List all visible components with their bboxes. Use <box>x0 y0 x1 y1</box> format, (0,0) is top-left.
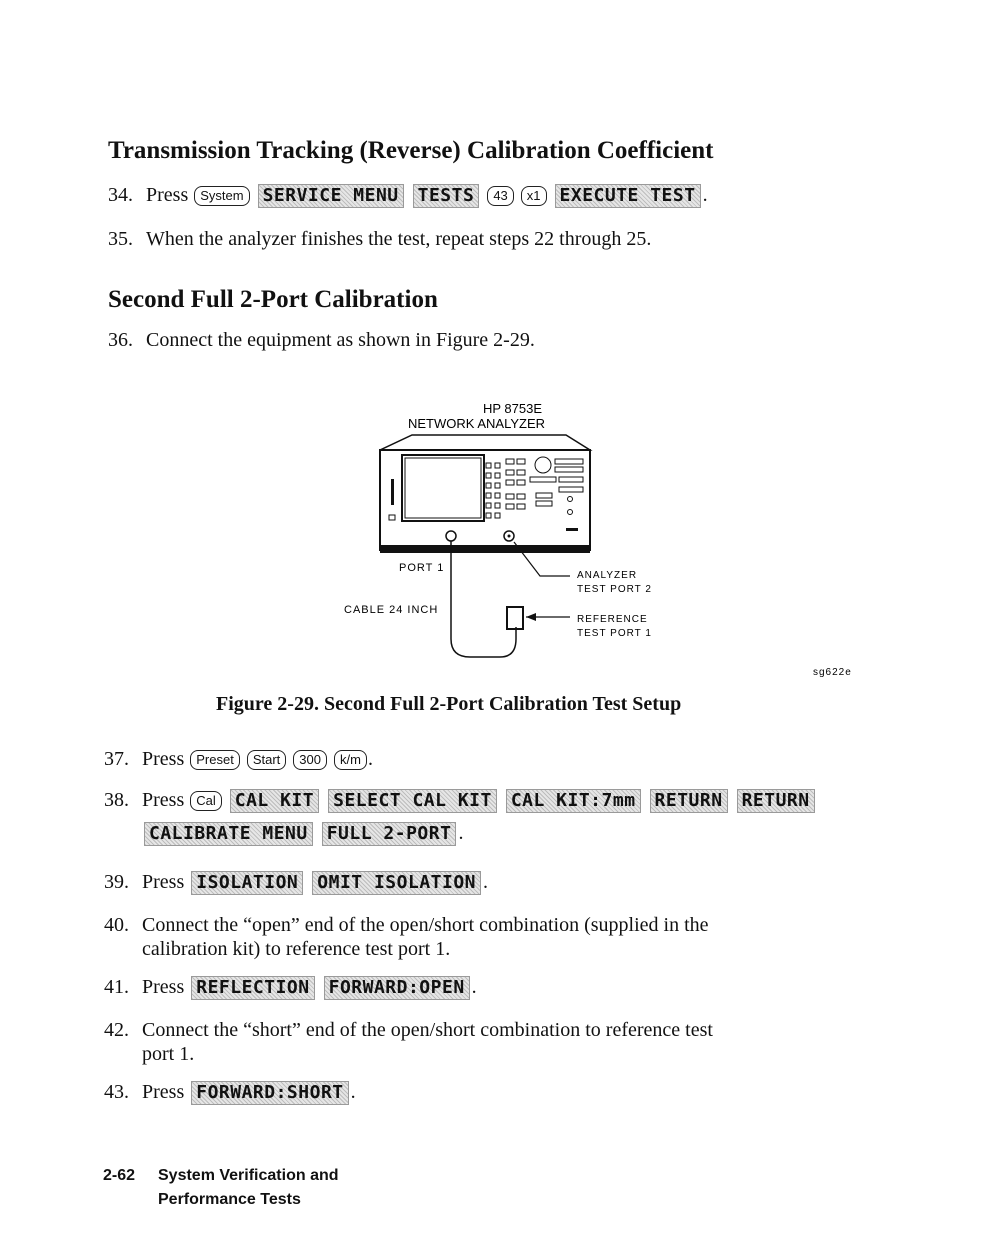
step-38: 38. Press Cal CAL KIT SELECT CAL KIT CAL KIT:7mm RETURN RETURN <box>104 788 817 813</box>
step-36: 36. Connect the equipment as shown in Figure 2-29. <box>108 329 535 351</box>
softkey-execute-test[interactable]: EXECUTE TEST <box>555 184 701 208</box>
softkey-service-menu[interactable]: SERVICE MENU <box>258 184 404 208</box>
footer-section-line-1: System Verification and <box>158 1167 339 1184</box>
figure-id: sg622e <box>813 667 852 678</box>
port-1-connector-icon <box>446 531 456 541</box>
step-35: 35. When the analyzer finishes the test, repeat steps 22 through 25. <box>108 228 652 250</box>
setup-diagram-svg <box>330 395 870 685</box>
figure-caption: Figure 2-29. Second Full 2-Port Calibration Test Setup <box>216 693 682 715</box>
softkey-omit-isolation[interactable]: OMIT ISOLATION <box>312 871 481 895</box>
cable-label: CABLE 24 INCH <box>344 604 439 616</box>
softkey-cal-kit-7mm[interactable]: CAL KIT:7mm <box>506 789 641 813</box>
figure-setup-diagram <box>330 395 870 685</box>
network-analyzer-icon <box>380 435 590 553</box>
port-1-label: PORT 1 <box>399 562 445 574</box>
svg-text:TEST PORT 2: TEST PORT 2 <box>577 584 652 595</box>
analyzer-name-label: NETWORK ANALYZER <box>408 416 546 431</box>
step-40-continued: calibration kit) to reference test port 1. <box>142 938 451 960</box>
key-x1[interactable]: x1 <box>521 186 547 206</box>
section-title-transmission-tracking: Transmission Tracking (Reverse) Calibration Coefficient <box>108 137 714 164</box>
softkey-forward-open[interactable]: FORWARD:OPEN <box>324 976 470 1000</box>
softkey-return-2[interactable]: RETURN <box>737 789 815 813</box>
system-key[interactable]: System <box>194 186 249 206</box>
step-43: 43. Press FORWARD:SHORT . <box>104 1081 356 1104</box>
reference-test-port-1-label: REFERENCE <box>577 614 648 625</box>
softkey-cal-kit[interactable]: CAL KIT <box>230 789 319 813</box>
step-42-continued: port 1. <box>142 1043 195 1065</box>
step-40: 40. Connect the “open” end of the open/short combination (supplied in the <box>104 914 709 936</box>
step-38-continued: CALIBRATE MENU FULL 2-PORT . <box>142 821 463 846</box>
step-37: 37. Press Preset Start 300 k/m . <box>104 748 373 770</box>
svg-text:TEST PORT 1: TEST PORT 1 <box>577 628 652 639</box>
cable-icon <box>451 541 516 657</box>
softkey-isolation[interactable]: ISOLATION <box>191 871 303 895</box>
step-34: 34. Press System SERVICE MENU TESTS 43 x1 EXECUTE TEST . <box>108 184 708 207</box>
softkey-reflection[interactable]: REFLECTION <box>191 976 314 1000</box>
step-39: 39. Press ISOLATION OMIT ISOLATION . <box>104 871 488 894</box>
key-300[interactable]: 300 <box>293 750 327 770</box>
key-43[interactable]: 43 <box>487 186 513 206</box>
softkey-forward-short[interactable]: FORWARD:SHORT <box>191 1081 348 1105</box>
start-key[interactable]: Start <box>247 750 286 770</box>
softkey-tests[interactable]: TESTS <box>413 184 480 208</box>
section-title-second-full-2-port: Second Full 2-Port Calibration <box>108 286 438 313</box>
softkey-select-cal-kit[interactable]: SELECT CAL KIT <box>328 789 497 813</box>
footer-section-line-2: Performance Tests <box>158 1191 301 1208</box>
step-41: 41. Press REFLECTION FORWARD:OPEN . <box>104 976 477 999</box>
step-number: 34. <box>108 184 133 206</box>
analyzer-model-label: HP 8753E <box>483 401 543 416</box>
open-short-standard-icon <box>507 607 523 629</box>
preset-key[interactable]: Preset <box>190 750 240 770</box>
page-number: 2-62 <box>103 1167 136 1184</box>
softkey-calibrate-menu[interactable]: CALIBRATE MENU <box>144 822 313 846</box>
analyzer-test-port-2-label: ANALYZER <box>577 570 638 581</box>
step-42: 42. Connect the “short” end of the open/short combination to reference test <box>104 1019 713 1041</box>
cal-key[interactable]: Cal <box>190 791 222 811</box>
softkey-full-2-port[interactable]: FULL 2-PORT <box>322 822 457 846</box>
k-m-key[interactable]: k/m <box>334 750 367 770</box>
softkey-return[interactable]: RETURN <box>650 789 728 813</box>
